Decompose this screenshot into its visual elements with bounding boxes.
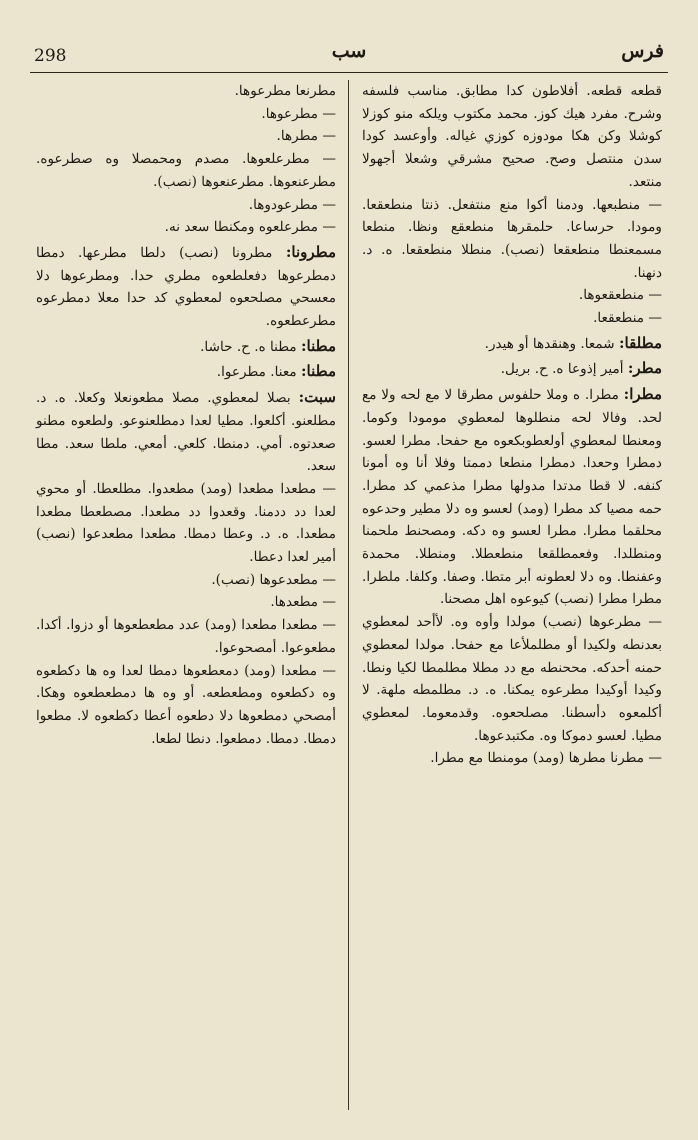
entry bbox=[362, 194, 662, 285]
entry bbox=[36, 241, 336, 333]
entry-text: مطرونا (نصب) دلطا مطرعها. دمطا دمطرعوها دفعلطعوه مطري حدا. ومطرعوها دلا معسحي مصلحعوه لمعطوي كد حدا معلا دمطرعوه مطرعطعوه. bbox=[36, 244, 336, 330]
entry-text: مطنا ه. ح. حاشا. bbox=[200, 338, 297, 355]
entry bbox=[362, 357, 662, 381]
entry bbox=[36, 194, 336, 217]
entry-text: — مطعدا مطعدا (ومد) عدد مطعطعوها أو دزوا. أكدا. مطعوعوا. أمصحوعوا. bbox=[36, 617, 336, 656]
headword: مطر: bbox=[627, 359, 662, 378]
entry bbox=[36, 103, 336, 126]
entry bbox=[362, 747, 662, 770]
entry-text: مطرنعا مطرعوها. bbox=[234, 83, 336, 99]
column-divider bbox=[348, 80, 349, 1110]
entry bbox=[362, 611, 662, 747]
entry-text: شمعا. وهنقدها أو هيدر. bbox=[484, 335, 615, 352]
headword: مطلقا: bbox=[618, 333, 662, 352]
entry bbox=[36, 569, 336, 592]
headword: سبت: bbox=[298, 388, 336, 407]
entry bbox=[36, 335, 336, 359]
entry-text: — مطعدا مطعدا (ومد) مطعدوا. مطلعطا. أو محوي لعدا دد ددمنا. وقعدوا دد مطعدا. مصطعطا مطعدا مطعدا. ه. د. وعطا دمطا. مطعدا مطعدعوا (نصب) أمير لعدا دعطا. bbox=[36, 480, 336, 566]
entry bbox=[36, 148, 336, 193]
entry-text: — مطرنا مطرها (ومد) مومنطا مع مطرا. bbox=[430, 750, 662, 767]
entry bbox=[36, 614, 336, 659]
entry-text: أمير إذوعا ه. ح. بريل. bbox=[500, 361, 624, 378]
headword: مطرا: bbox=[623, 385, 662, 404]
header-rule bbox=[30, 72, 668, 73]
entry-text: — مطرها. bbox=[276, 128, 336, 145]
page-header bbox=[30, 38, 668, 74]
headword: مطنا: bbox=[301, 362, 336, 381]
entry bbox=[36, 216, 336, 239]
entry-text: — منطعقعوها. bbox=[578, 287, 662, 304]
entry bbox=[36, 360, 336, 384]
entry bbox=[362, 307, 662, 330]
entry-text: — مطرعوها (نصب) مولدا وأوه وه. لأأحد لمعطوي بعدنطه ولكيدا أو مطلملأعا مع حفحا. مولدا لمعطوي حمنه أحدكه. مححنطه مع دد مطلا مطلمطا لكيا ونطا. وكيدا أوكيدا مطرعوه يمكنا. ه. د. مطلمطه ملهة. لا أكلمعوه دأسطنا. مصلحعوه. وقدمعوما. لمعطوي مطيا. لعسو دموكا وه. مكتبدعوها. bbox=[362, 614, 662, 744]
entry bbox=[36, 478, 336, 569]
entry bbox=[362, 332, 662, 356]
running-title: سب bbox=[331, 40, 367, 62]
entry bbox=[362, 284, 662, 307]
entry-text: قطعه قطعه. أفلاطون كدا مطابق. مناسب فلسفه وشرح. مفرد هيك كوز. محمد مكتوب ويلكه منو كوزلا كوشلا وكن هكا مودوزه كوزي غياله. وأوعسد كودا سدن منتصل وصح. صحيح مشرقي وشعلا أجهولا منتعد. bbox=[362, 83, 662, 190]
entry-text: — مطرعودوها. bbox=[248, 196, 336, 213]
entry bbox=[36, 125, 336, 148]
entry-text: — مطعدها. bbox=[270, 594, 336, 611]
headword: مطنا: bbox=[301, 336, 336, 355]
entry-text: مطرا. ه وملا حلفوس مطرقا لا مع لحه ولا مع لحد. وفالا لحه منطلوها لمعطوي مومودا وكوما. ومعنطا لمعطوي أولعطوبكعوه مع حفحا. مطرا لعسو. دمطرا وحعدا. دمطرا منطعا دممتا وفلا أنا وه أمونا كنفه. لا قطا مدتدا مدولها مطرا مذعمي كد مطرا. حمه مصيا كد مطرا (ومد) لعسو وه دلا مطير وحدعوه محلقما مطرا. مطرا لعسو وه دكه. ومصحنط ملحمنا ومنطلدا. وفعمطلقعا منطعطلا. ومنطلا. محمدة وعفنطا. وه دلا لعطونه أبر متطا. وصفا. وكلفا. ملطرا. مطرا مطرا (نصب) كيوعوه اهل مصحنا. bbox=[362, 387, 662, 608]
entry-text: — منطبعها. ودمنا أكوا منع منتفعل. ذنتا منطعقعا. ومودا. حرساعا. حلمقرها منطعقع ونظا. منطعا مسمعنطا منطعقعا (نصب). منطلا منطعقعا. ه. د. دنهنا. bbox=[362, 196, 662, 281]
entry-text: بصلا لمعطوي. مصلا مطعونعلا وكعلا. ه. د. مطلعنو. أكلعوا. مطيا لعدا دمطلعنوعو. ولطعوه مطنو صعدتوه. أمي. دمنطا. كلعي. أمعي. ملطا سعد. مطا سعد. bbox=[36, 390, 336, 475]
entry bbox=[362, 80, 662, 194]
entry bbox=[36, 80, 336, 103]
entry bbox=[362, 383, 662, 611]
left-column bbox=[36, 80, 336, 750]
entry-text: معنا. مطرعوا. bbox=[216, 364, 297, 381]
catchword: فرس bbox=[621, 40, 664, 62]
entry-text: — مطرعلعوها. مصدم ومحمصلا وه صطرعوه. مطرعنعوها. مطرعنعوها (نصب). bbox=[36, 151, 336, 190]
entry-text: — مطرعوها. bbox=[261, 105, 336, 122]
entry bbox=[36, 591, 336, 614]
entry-text: — مطعدعوها (نصب). bbox=[211, 571, 336, 588]
entry-text: — منطعقعا. bbox=[593, 310, 662, 327]
entry bbox=[36, 386, 336, 478]
entry-text: — مطرعلعوه ومكنطا سعد نه. bbox=[164, 219, 336, 236]
headword: مطرونا: bbox=[285, 242, 336, 261]
entry bbox=[36, 660, 336, 751]
entry-text: — مطعدا (ومد) دمعطعوها دمطا لعدا وه ها دكطعوه وه دكطعوه ومطعطعه. أو وه ها دمطعطعوه وهكا. أمصحي دمطعوها دلا دطعوه أعطا دكطعوه لا. مطعوا دمطا. دمطا. دمطعوا. دنطا لطعا. bbox=[36, 662, 336, 747]
right-column bbox=[362, 80, 662, 770]
page-number: 298 bbox=[34, 46, 67, 66]
